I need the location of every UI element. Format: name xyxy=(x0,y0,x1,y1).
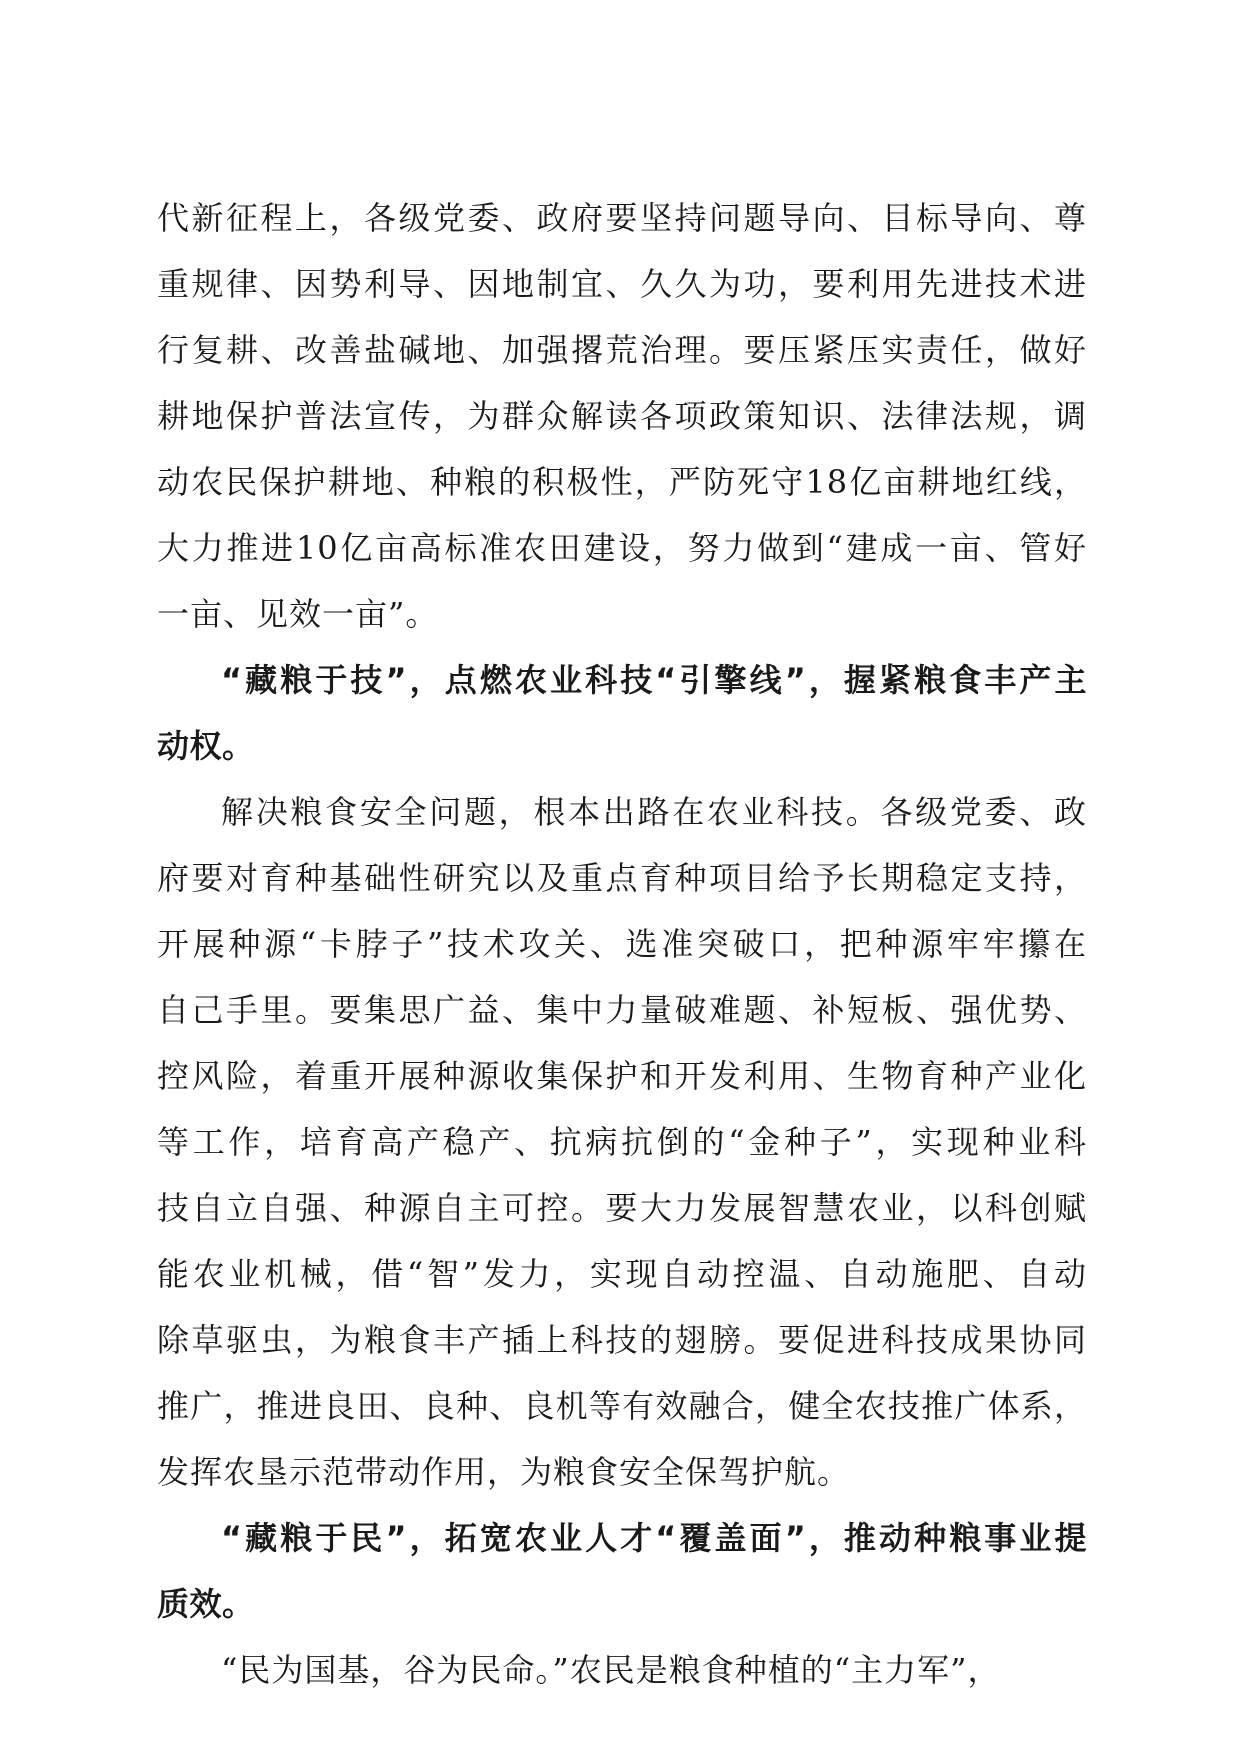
paragraph-1-line-2: 重规律、因势利导、因地制宜、久久为功，要利用先进技术进 xyxy=(157,265,1087,303)
paragraph-2-line-10: 推广，推进良田、良种、良机等有效融合，健全农技推广体系， xyxy=(157,1387,1087,1425)
paragraph-1-line-1: 代新征程上，各级党委、政府要坚持问题导向、目标导向、尊 xyxy=(157,199,1087,237)
paragraph-1-line-5: 动农民保护耕地、种粮的积极性，严防死守18亿亩耕地红线， xyxy=(157,463,1087,501)
paragraph-3-line-1: “民为国基，谷为民命。”农民是粮食种植的“主力军”， xyxy=(221,1651,1001,1689)
paragraph-2-line-2: 府要对育种基础性研究以及重点育种项目给予长期稳定支持， xyxy=(157,859,1087,897)
section-heading-2-line-2: 质效。 xyxy=(157,1585,255,1623)
paragraph-2-line-8: 能农业机械，借“智”发力，实现自动控温、自动施肥、自动 xyxy=(157,1255,1087,1293)
paragraph-2-line-5: 控风险，着重开展种源收集保护和开发利用、生物育种产业化 xyxy=(157,1057,1087,1095)
paragraph-2-line-4: 自己手里。要集思广益、集中力量破难题、补短板、强优势、 xyxy=(157,991,1087,1029)
paragraph-2-line-6: 等工作，培育高产稳产、抗病抗倒的“金种子”，实现种业科 xyxy=(157,1123,1087,1161)
section-heading-1-line-2: 动权。 xyxy=(157,727,255,765)
paragraph-1-line-4: 耕地保护普法宣传，为群众解读各项政策知识、法律法规，调 xyxy=(157,397,1087,435)
paragraph-2-line-9: 除草驱虫，为粮食丰产插上科技的翅膀。要促进科技成果协同 xyxy=(157,1321,1087,1359)
paragraph-2-line-11: 发挥农垦示范带动作用，为粮食安全保驾护航。 xyxy=(157,1453,851,1491)
paragraph-1-line-3: 行复耕、改善盐碱地、加强撂荒治理。要压紧压实责任，做好 xyxy=(157,331,1087,369)
section-heading-1-line-1: “藏粮于技”，点燃农业科技“引擎线”，握紧粮食丰产主 xyxy=(221,661,1087,699)
paragraph-1-line-6: 大力推进10亿亩高标准农田建设，努力做到“建成一亩、管好 xyxy=(157,529,1087,567)
paragraph-1-line-7: 一亩、见效一亩”。 xyxy=(157,595,439,633)
paragraph-2-line-1: 解决粮食安全问题，根本出路在农业科技。各级党委、政 xyxy=(221,793,1087,831)
paragraph-2-line-3: 开展种源“卡脖子”技术攻关、选准突破口，把种源牢牢攥在 xyxy=(157,925,1087,963)
paragraph-2-line-7: 技自立自强、种源自主可控。要大力发展智慧农业，以科创赋 xyxy=(157,1189,1087,1227)
document-body xyxy=(157,185,1087,1703)
section-heading-2-line-1: “藏粮于民”，拓宽农业人才“覆盖面”，推动种粮事业提 xyxy=(221,1519,1087,1557)
